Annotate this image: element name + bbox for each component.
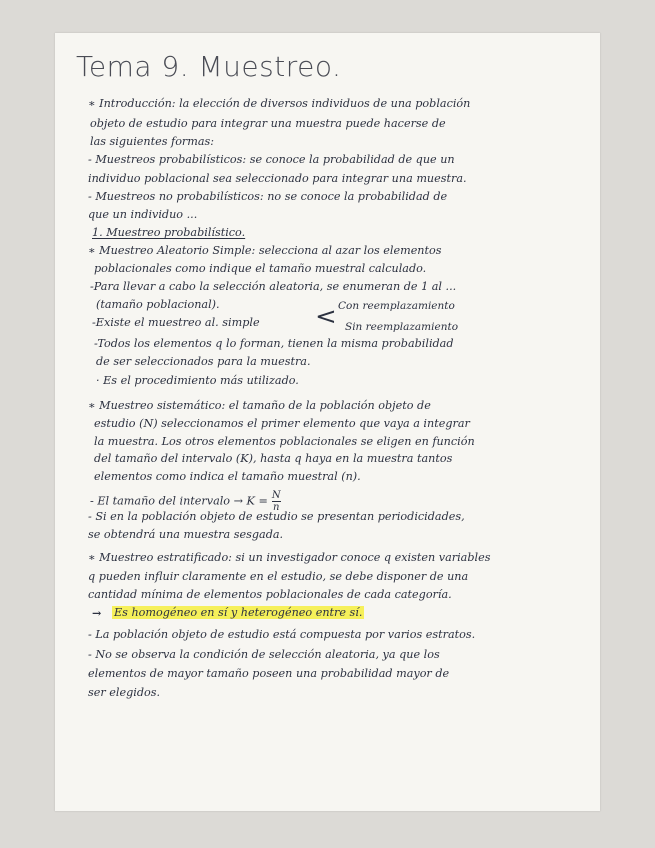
page-title: Tema 9. Muestreo. [76,50,342,83]
sistematico-line: estudio (N) seleccionamos el primer elemento que vaya a integrar [94,417,470,430]
estratificado-line: - No se observa la condición de selección aleatoria, ya que los [88,648,440,661]
intro-line: ∗ Introducción: la elección de diversos individuos de una población [88,97,471,110]
intro-line: individuo poblacional sea seleccionado para integrar una muestra. [88,172,467,185]
mas-line: de ser seleccionados para la muestra. [96,355,311,368]
sistematico-line: elementos como indica el tamaño muestral (n). [94,470,361,483]
mas-line: -Todos los elementos q lo forman, tienen la misma probabilidad [94,337,454,350]
mas-line: -Para llevar a cabo la selección aleatoria, se enumeran de 1 al ... [90,280,457,293]
estratificado-line: cantidad mínima de elementos poblacionales de cada categoría. [88,588,452,601]
sistematico-line: la muestra. Los otros elementos poblacionales se eligen en función [94,435,475,448]
mas-line: poblacionales como indique el tamaño muestral calculado. [94,262,427,275]
estratificado-line: elementos de mayor tamaño poseen una probabilidad mayor de [88,667,450,680]
option-con-reemplazamiento: Con reemplazamiento [338,300,455,312]
option-sin-reemplazamiento: Sin reemplazamiento [345,321,459,333]
intro-line: objeto de estudio para integrar una muestra puede hacerse de [90,117,446,130]
mas-line: · Es el procedimiento más utilizado. [96,374,299,387]
mas-line: ∗ Muestreo Aleatorio Simple: selecciona al azar los elementos [88,244,442,257]
intro-line: las siguientes formas: [90,135,215,148]
estratificado-line: ser elegidos. [88,686,161,699]
arrow-icon: → [92,606,102,620]
estratificado-line: q pueden influir claramente en el estudio, se debe disponer de una [88,570,469,583]
sistematico-line: se obtendrá una muestra sesgada. [88,528,284,541]
estratificado-highlight [92,606,364,620]
formula-denominator: n [272,502,280,513]
bracket-brace: < [315,303,337,331]
formula-numerator: N [271,490,281,501]
highlighted-text: Es homogéneo en sí y heterogéneo entre sí. [114,606,363,619]
sistematico-line: ∗ Muestreo sistemático: el tamaño de la población objeto de [88,399,431,412]
intro-line: que un individuo ... [88,208,198,221]
mas-line: (tamaño poblacional). [96,298,220,311]
estratificado-line: - La población objeto de estudio está compuesta por varios estratos. [88,628,476,641]
intro-line: - Muestreos no probabilísticos: no se conoce la probabilidad de [88,190,448,203]
sistematico-line: del tamaño del intervalo (K), hasta q haya en la muestra tantos [94,452,453,465]
mas-line: -Existe el muestreo al. simple [92,316,260,329]
sistematico-line: - Si en la población objeto de estudio se presentan periodicidades, [88,510,465,523]
section-heading: 1. Muestreo probabilístico. [92,226,246,239]
estratificado-line: ∗ Muestreo estratificado: si un investigador conoce q existen variables [88,551,491,564]
intro-line: - Muestreos probabilísticos: se conoce la probabilidad de que un [88,153,455,166]
sistematico-line: - El tamaño del intervalo → K = $\frac{N}{n}$ [90,490,281,513]
